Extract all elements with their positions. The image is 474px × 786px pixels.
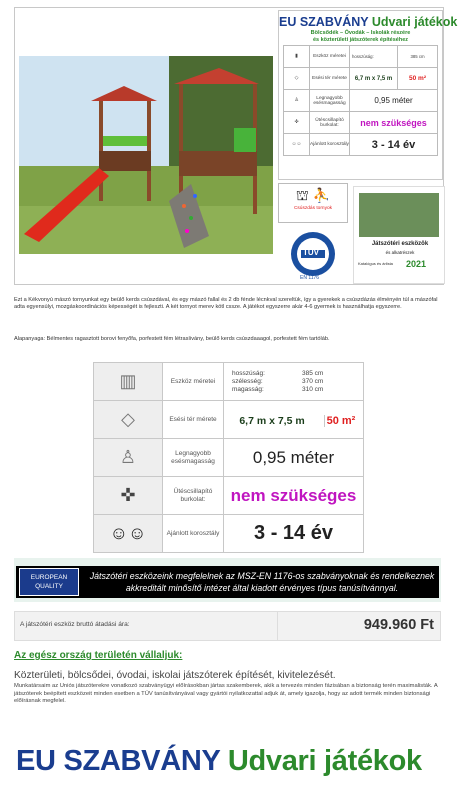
- card-surface-label: Ütéscsillapító burkolat:: [310, 112, 350, 134]
- card-fall-zone-area: 50 m²: [398, 68, 438, 90]
- card-size-values: 385 cm: [398, 46, 438, 68]
- fall-height-label: Legnagyobb esésmagasság: [163, 439, 224, 477]
- price-value: 949.960 Ft: [363, 617, 434, 633]
- description-paragraph-1: Ezt a Kékvonyú mászó tornyunkat egy beülő kerds csúszdával, és egy mászó fallal és 2 db fénde lécnkval szereltük, így a gyerekek a csúszdázás élményén túl a mászófal adta egyensúlyi, mozgáskoordinációs képességét is fejleszti. A két tornyot merev kötl cssze. A játékot egyszerre akár 4-6 gyermek is használhatja egyszerre.: [14, 297, 438, 311]
- price-row: [14, 611, 441, 641]
- card-age-label: Ajánlott korosztály: [310, 134, 350, 156]
- description-paragraph-2: Alapanyaga: Bélmentes ragasztott borovi fenyőfa, porfestett fém létrasíivány, beülő kerds csúszdaaagol, porfestett fém tartóláb.: [14, 336, 330, 342]
- eq-logo-line1: EUROPEAN: [30, 574, 68, 581]
- card-surface-value: nem szükséges: [350, 112, 438, 134]
- catalog-title: Játszótéri eszközök: [371, 241, 429, 247]
- size-value-height: 310 cm: [302, 385, 324, 393]
- fall-zone-values: [224, 401, 364, 439]
- card-subtitle: [279, 30, 442, 44]
- surface-row-icon: ✜: [94, 477, 163, 515]
- card-size-keys: hosszúság:: [350, 46, 398, 68]
- fall-height-icon: ♙: [284, 90, 310, 112]
- service-intro: Munkatársaim az Uniós játszóterekre vonatkozó szabványügyi előírásokban jártas szakemberek, akik a tervezés minden fázisában a biztonság terén maximalisták. A játszóterek beépített eszközeit minden esetben a TÜV tanúsítványával vagy gyártói nyilatkozattal adjuk át, amely igazolja, hogy az adott termék minden biztonsági előírásnak megfelel.: [14, 683, 438, 705]
- surface-value: nem szükséges: [224, 477, 364, 515]
- age-value: 3 - 14 év: [224, 515, 364, 553]
- size-values: [224, 363, 364, 401]
- size-row-icon: ▥: [94, 363, 163, 401]
- fall-height-row-icon: ♙: [94, 439, 163, 477]
- size-value-width: 370 cm: [302, 377, 324, 385]
- fall-zone-area: 50 m²: [324, 415, 356, 427]
- quality-section: [14, 558, 441, 602]
- size-value-length: 385 cm: [302, 369, 324, 377]
- eq-logo-line2: QUALITY: [35, 583, 63, 590]
- card-age-value: 3 - 14 év: [350, 134, 438, 156]
- footer-slogan: [16, 745, 422, 778]
- catalog-caption: Katalógus és árlista: [358, 261, 393, 266]
- tuv-label: TÜV: [303, 248, 319, 257]
- slide-tower-icons: ⛫ ⛹: [295, 187, 331, 203]
- age-label: Ajánlott korosztály: [163, 515, 224, 553]
- quality-text: Játszótéri eszközeink megfelelnek az MSZ-EN 1176-os szabványoknak és rendelkeznek akkreditált minősítő intézet által kiadott érvényes típus tanúsítvánnyal.: [89, 571, 435, 593]
- brand-udvari: Udvari játékok: [371, 15, 458, 29]
- card-fall-zone-label: Esési tér mérete: [310, 68, 350, 90]
- slogan-eu: EU SZABVÁNY: [16, 745, 221, 777]
- size-key-length: hosszúság:: [232, 369, 265, 377]
- size-key-width: szélesség:: [232, 377, 263, 385]
- card-fall-height-label: Legnagyobb esésmagasság: [310, 90, 350, 112]
- fall-zone-icon: ◇: [284, 68, 310, 90]
- catalog-cover-image: [359, 193, 439, 237]
- product-hero: [14, 7, 458, 285]
- quality-bar: [16, 566, 439, 598]
- card-fall-height-value: 0,95 méter: [350, 90, 438, 112]
- slogan-udvari: Udvari játékok: [227, 745, 422, 777]
- product-photo: [19, 56, 273, 254]
- tuv-badge: [283, 230, 343, 282]
- price-label: A játszótéri eszköz bruttó átadási ára:: [20, 621, 130, 628]
- card-subtitle-line2: és közterületi játszóterek építéséhez: [312, 37, 409, 43]
- age-icon: ☺☺: [284, 134, 310, 156]
- catalog-year: 2021: [406, 259, 427, 269]
- tuv-standard: EN 1176: [300, 275, 320, 281]
- size-icon: ▮: [284, 46, 310, 68]
- category-caption: Csúszdás tornyok: [293, 206, 333, 211]
- size-key-height: magasság:: [232, 385, 264, 393]
- surface-icon: ✜: [284, 112, 310, 134]
- category-icons: [278, 183, 348, 223]
- card-brand-title: [279, 15, 458, 29]
- surface-label: Ütéscsillapító burkolat:: [163, 477, 224, 515]
- service-heading-link[interactable]: Az egész ország területén vállaljuk:: [14, 650, 183, 661]
- price-divider: [277, 612, 278, 640]
- fall-zone-value: 6,7 m x 7,5 m: [239, 414, 305, 427]
- catalog-subtitle: és alkatrészek: [385, 250, 415, 255]
- card-spec-table: [283, 45, 438, 156]
- playground-illustration: [19, 56, 273, 254]
- age-row-icon: ☺☺: [94, 515, 163, 553]
- size-label: Eszköz méretei: [163, 363, 224, 401]
- product-summary-card: [278, 10, 458, 180]
- catalog-thumbnail[interactable]: [353, 186, 445, 284]
- fall-zone-row-icon: ◇: [94, 401, 163, 439]
- card-subtitle-line1: Bölcsődék – Óvodák – Iskolák részére: [310, 30, 411, 36]
- fall-zone-label: Esési tér mérete: [163, 401, 224, 439]
- card-fall-zone-value: 6,7 m x 7,5 m: [350, 68, 398, 90]
- fall-height-value: 0,95 méter: [224, 439, 364, 477]
- spec-table: [93, 362, 364, 553]
- service-line: Közterületi, bölcsődei, óvodai, iskolai játszóterek építését, kivitelezését.: [14, 670, 336, 681]
- brand-eu: EU SZABVÁNY: [279, 15, 369, 29]
- card-size-label: Eszköz méretei: [310, 46, 350, 68]
- european-quality-logo: [19, 568, 79, 596]
